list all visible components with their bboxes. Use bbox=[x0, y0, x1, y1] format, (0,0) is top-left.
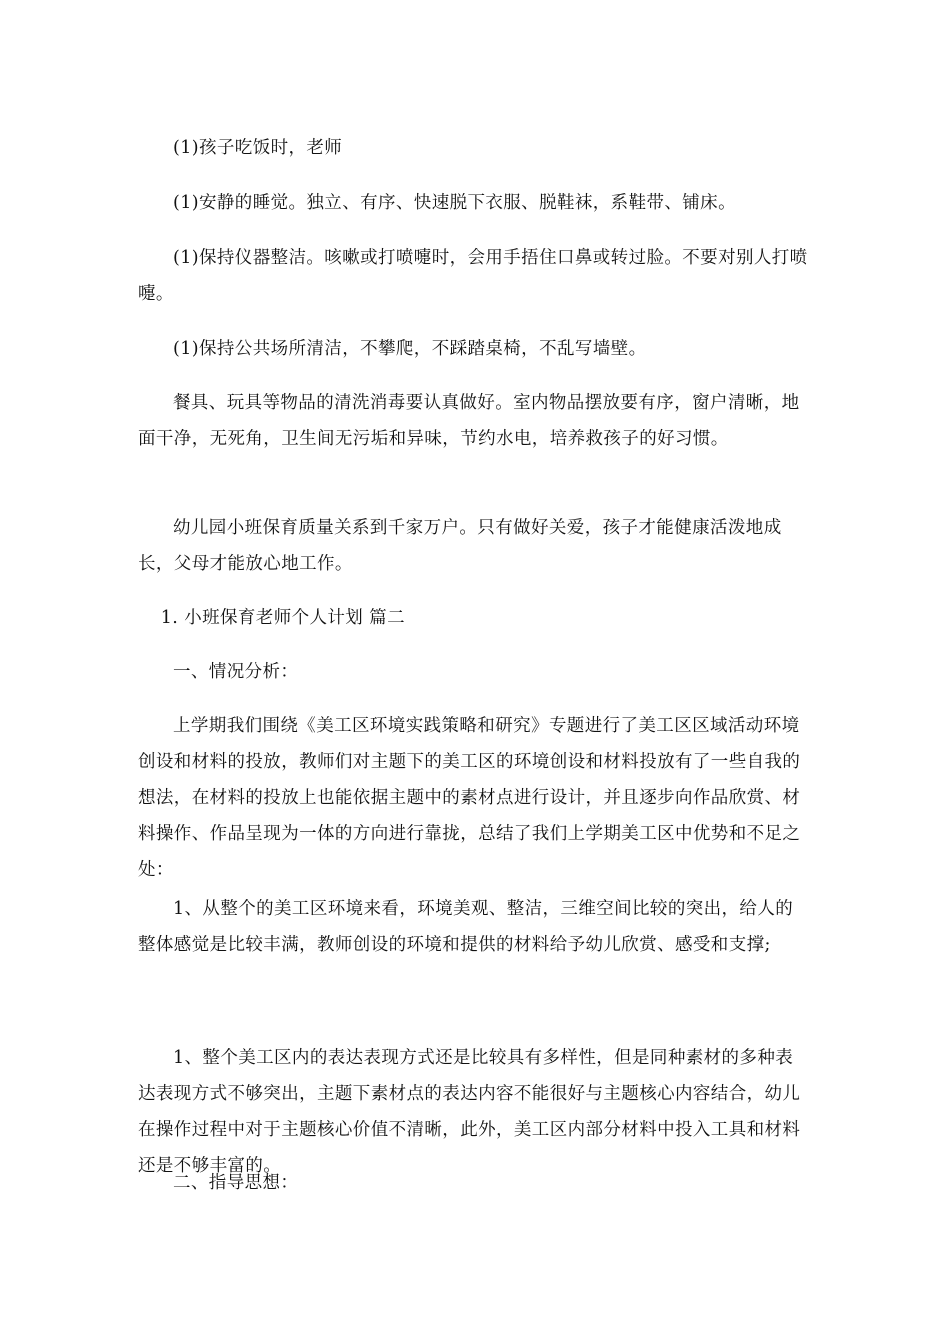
heading-situation-analysis: 一、情况分析： bbox=[173, 662, 299, 682]
paragraph-cleaning: 餐具、玩具等物品的清洗消毒要认真做好。室内物品摆放要有序，窗户清晰，地面干净，无死角，卫生间无污垢和异味，节约水电，培养救孩子的好习惯。 bbox=[138, 393, 800, 449]
paragraph-last-semester: 上学期我们围绕《美工区环境实践策略和研究》专题进行了美工区区域活动环境创设和材料的投放，教师们对主题下的美工区的环境创设和材料投放有了一些自我的想法，在材料的投放上也能依据主题中的素材点进行设计，并且逐步向作品欣赏、材料操作、作品呈现为一体的方向进行靠拢，总结了我们上学期美工区中优势和不足之处： bbox=[138, 716, 801, 880]
paragraph-conclusion: 幼儿园小班保育质量关系到千家万户。只有做好关爱，孩子才能健康活泼地成长，父母才能放心地工作。 bbox=[138, 518, 782, 574]
paragraph-hygiene: (1)保持仪器整洁。咳嗽或打喷嚏时，会用手捂住口鼻或转过脸。不要对别人打喷嚏。 bbox=[138, 248, 808, 304]
paragraph-meal-time: (1)孩子吃饭时，老师 bbox=[173, 138, 343, 158]
paragraph-sleep: (1)安静的睡觉。独立、有序、快速脱下衣服、脱鞋袜，系鞋带、铺床。 bbox=[173, 193, 736, 213]
paragraph-weakness: 1、整个美工区内的表达表现方式还是比较具有多样性，但是同种素材的多种表达表现方式不够突出，主题下素材点的表达内容不能很好与主题核心内容结合，幼儿在操作过程中对于主题核心价值不清晰，此外，美工区内部分材料中投入工具和材料还是不够丰富的。 bbox=[138, 1048, 801, 1176]
heading-guiding-ideology: 二、指导思想： bbox=[173, 1173, 299, 1193]
paragraph-strength: 1、从整个的美工区环境来看，环境美观、整洁，三维空间比较的突出，给人的整体感觉是比较丰满，教师创设的环境和提供的材料给予幼儿欣赏、感受和支撑; bbox=[138, 899, 794, 955]
section-title-part-two: 1. 小班保育老师个人计划 篇二 bbox=[160, 608, 405, 628]
paragraph-public-places: (1)保持公共场所清洁，不攀爬，不踩踏桌椅，不乱写墙壁。 bbox=[173, 339, 647, 359]
